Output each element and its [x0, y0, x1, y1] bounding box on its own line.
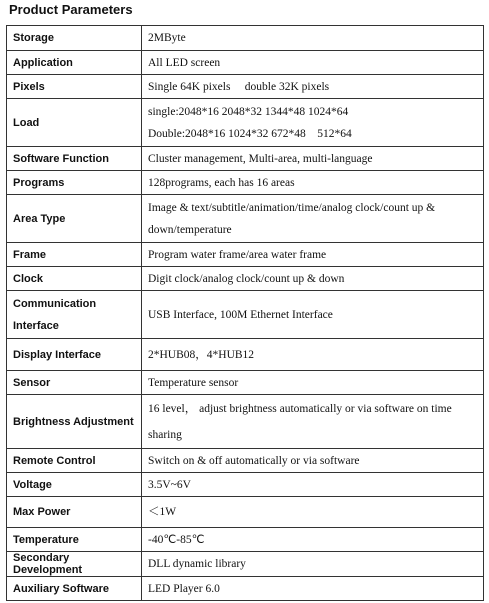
- row-value: [142, 497, 484, 528]
- table-row: [7, 552, 484, 577]
- value-line: Single 64K pixels double 32K pixels: [148, 80, 330, 93]
- value-line: -40℃-85℃: [148, 533, 205, 546]
- table-row: [7, 577, 484, 601]
- row-label: Pixels: [7, 75, 142, 99]
- table-row: [7, 528, 484, 552]
- value-line: 2*HUB08，4*HUB12: [148, 348, 255, 361]
- row-value: [142, 26, 484, 51]
- row-label: Clock: [7, 267, 142, 291]
- row-label: Secondary Development: [7, 552, 142, 577]
- value-line: 3.5V~6V: [148, 478, 191, 491]
- value-line: ＜1W: [148, 506, 177, 518]
- value-line: single:2048*16 2048*32 1344*48 1024*64: [148, 105, 349, 118]
- page-title: Product Parameters: [9, 2, 133, 17]
- row-label: Application: [7, 51, 142, 75]
- row-value: [142, 395, 484, 449]
- row-label: Max Power: [7, 497, 142, 528]
- value-line: Program water frame/area water frame: [148, 248, 327, 261]
- row-value: [142, 291, 484, 339]
- row-label: Communication Interface: [7, 291, 142, 339]
- value-line: Cluster management, Multi-area, multi-language: [148, 152, 373, 165]
- row-value: [142, 51, 484, 75]
- table-row: [7, 243, 484, 267]
- value-line: Double:2048*16 1024*32 672*48 512*64: [148, 127, 352, 140]
- value-line: USB Interface, 100M Ethernet Interface: [148, 308, 333, 321]
- value-line: 16 level， adjust brightness automatically or via software on time: [148, 402, 452, 415]
- row-value: [142, 371, 484, 395]
- table-row: [7, 75, 484, 99]
- row-value: [142, 339, 484, 371]
- table-row: [7, 371, 484, 395]
- table-row: [7, 171, 484, 195]
- row-label: Temperature: [7, 528, 142, 552]
- table-row: [7, 395, 484, 449]
- row-value: [142, 243, 484, 267]
- table-row: [7, 449, 484, 473]
- value-line: Switch on & off automatically or via software: [148, 454, 360, 467]
- value-line: Digit clock/analog clock/count up & down: [148, 272, 345, 285]
- row-label: Auxiliary Software: [7, 577, 142, 601]
- value-line: Temperature sensor: [148, 376, 239, 389]
- row-value: [142, 75, 484, 99]
- row-label: Area Type: [7, 195, 142, 243]
- product-parameters-table: [6, 25, 484, 601]
- row-value: [142, 552, 484, 577]
- table-row: [7, 51, 484, 75]
- row-value: [142, 577, 484, 601]
- table-row: [7, 497, 484, 528]
- value-line: Image & text/subtitle/animation/time/analog clock/count up &: [148, 201, 436, 214]
- row-value: [142, 99, 484, 147]
- row-label: Display Interface: [7, 339, 142, 371]
- row-value: [142, 147, 484, 171]
- row-value: [142, 473, 484, 497]
- row-label: Sensor: [7, 371, 142, 395]
- row-value: [142, 267, 484, 291]
- row-label: Load: [7, 99, 142, 147]
- row-value: [142, 528, 484, 552]
- row-value: [142, 171, 484, 195]
- value-line: DLL dynamic library: [148, 558, 246, 570]
- value-line: All LED screen: [148, 56, 221, 69]
- table-row: [7, 26, 484, 51]
- row-label: Programs: [7, 171, 142, 195]
- value-line: LED Player 6.0: [148, 582, 220, 595]
- row-label: Software Function: [7, 147, 142, 171]
- table-row: [7, 473, 484, 497]
- value-line: 128programs, each has 16 areas: [148, 176, 295, 189]
- table-row: [7, 291, 484, 339]
- row-label: Remote Control: [7, 449, 142, 473]
- row-label: Storage: [7, 26, 142, 51]
- row-label: Frame: [7, 243, 142, 267]
- row-value: [142, 195, 484, 243]
- value-line: sharing: [148, 428, 182, 441]
- row-value: [142, 449, 484, 473]
- table-row: [7, 339, 484, 371]
- row-label: Brightness Adjustment: [7, 395, 142, 449]
- row-label: Voltage: [7, 473, 142, 497]
- table-row: [7, 147, 484, 171]
- table-row: [7, 267, 484, 291]
- table-row: [7, 195, 484, 243]
- value-line: down/temperature: [148, 223, 232, 236]
- table-row: [7, 99, 484, 147]
- value-line: 2MByte: [148, 32, 186, 44]
